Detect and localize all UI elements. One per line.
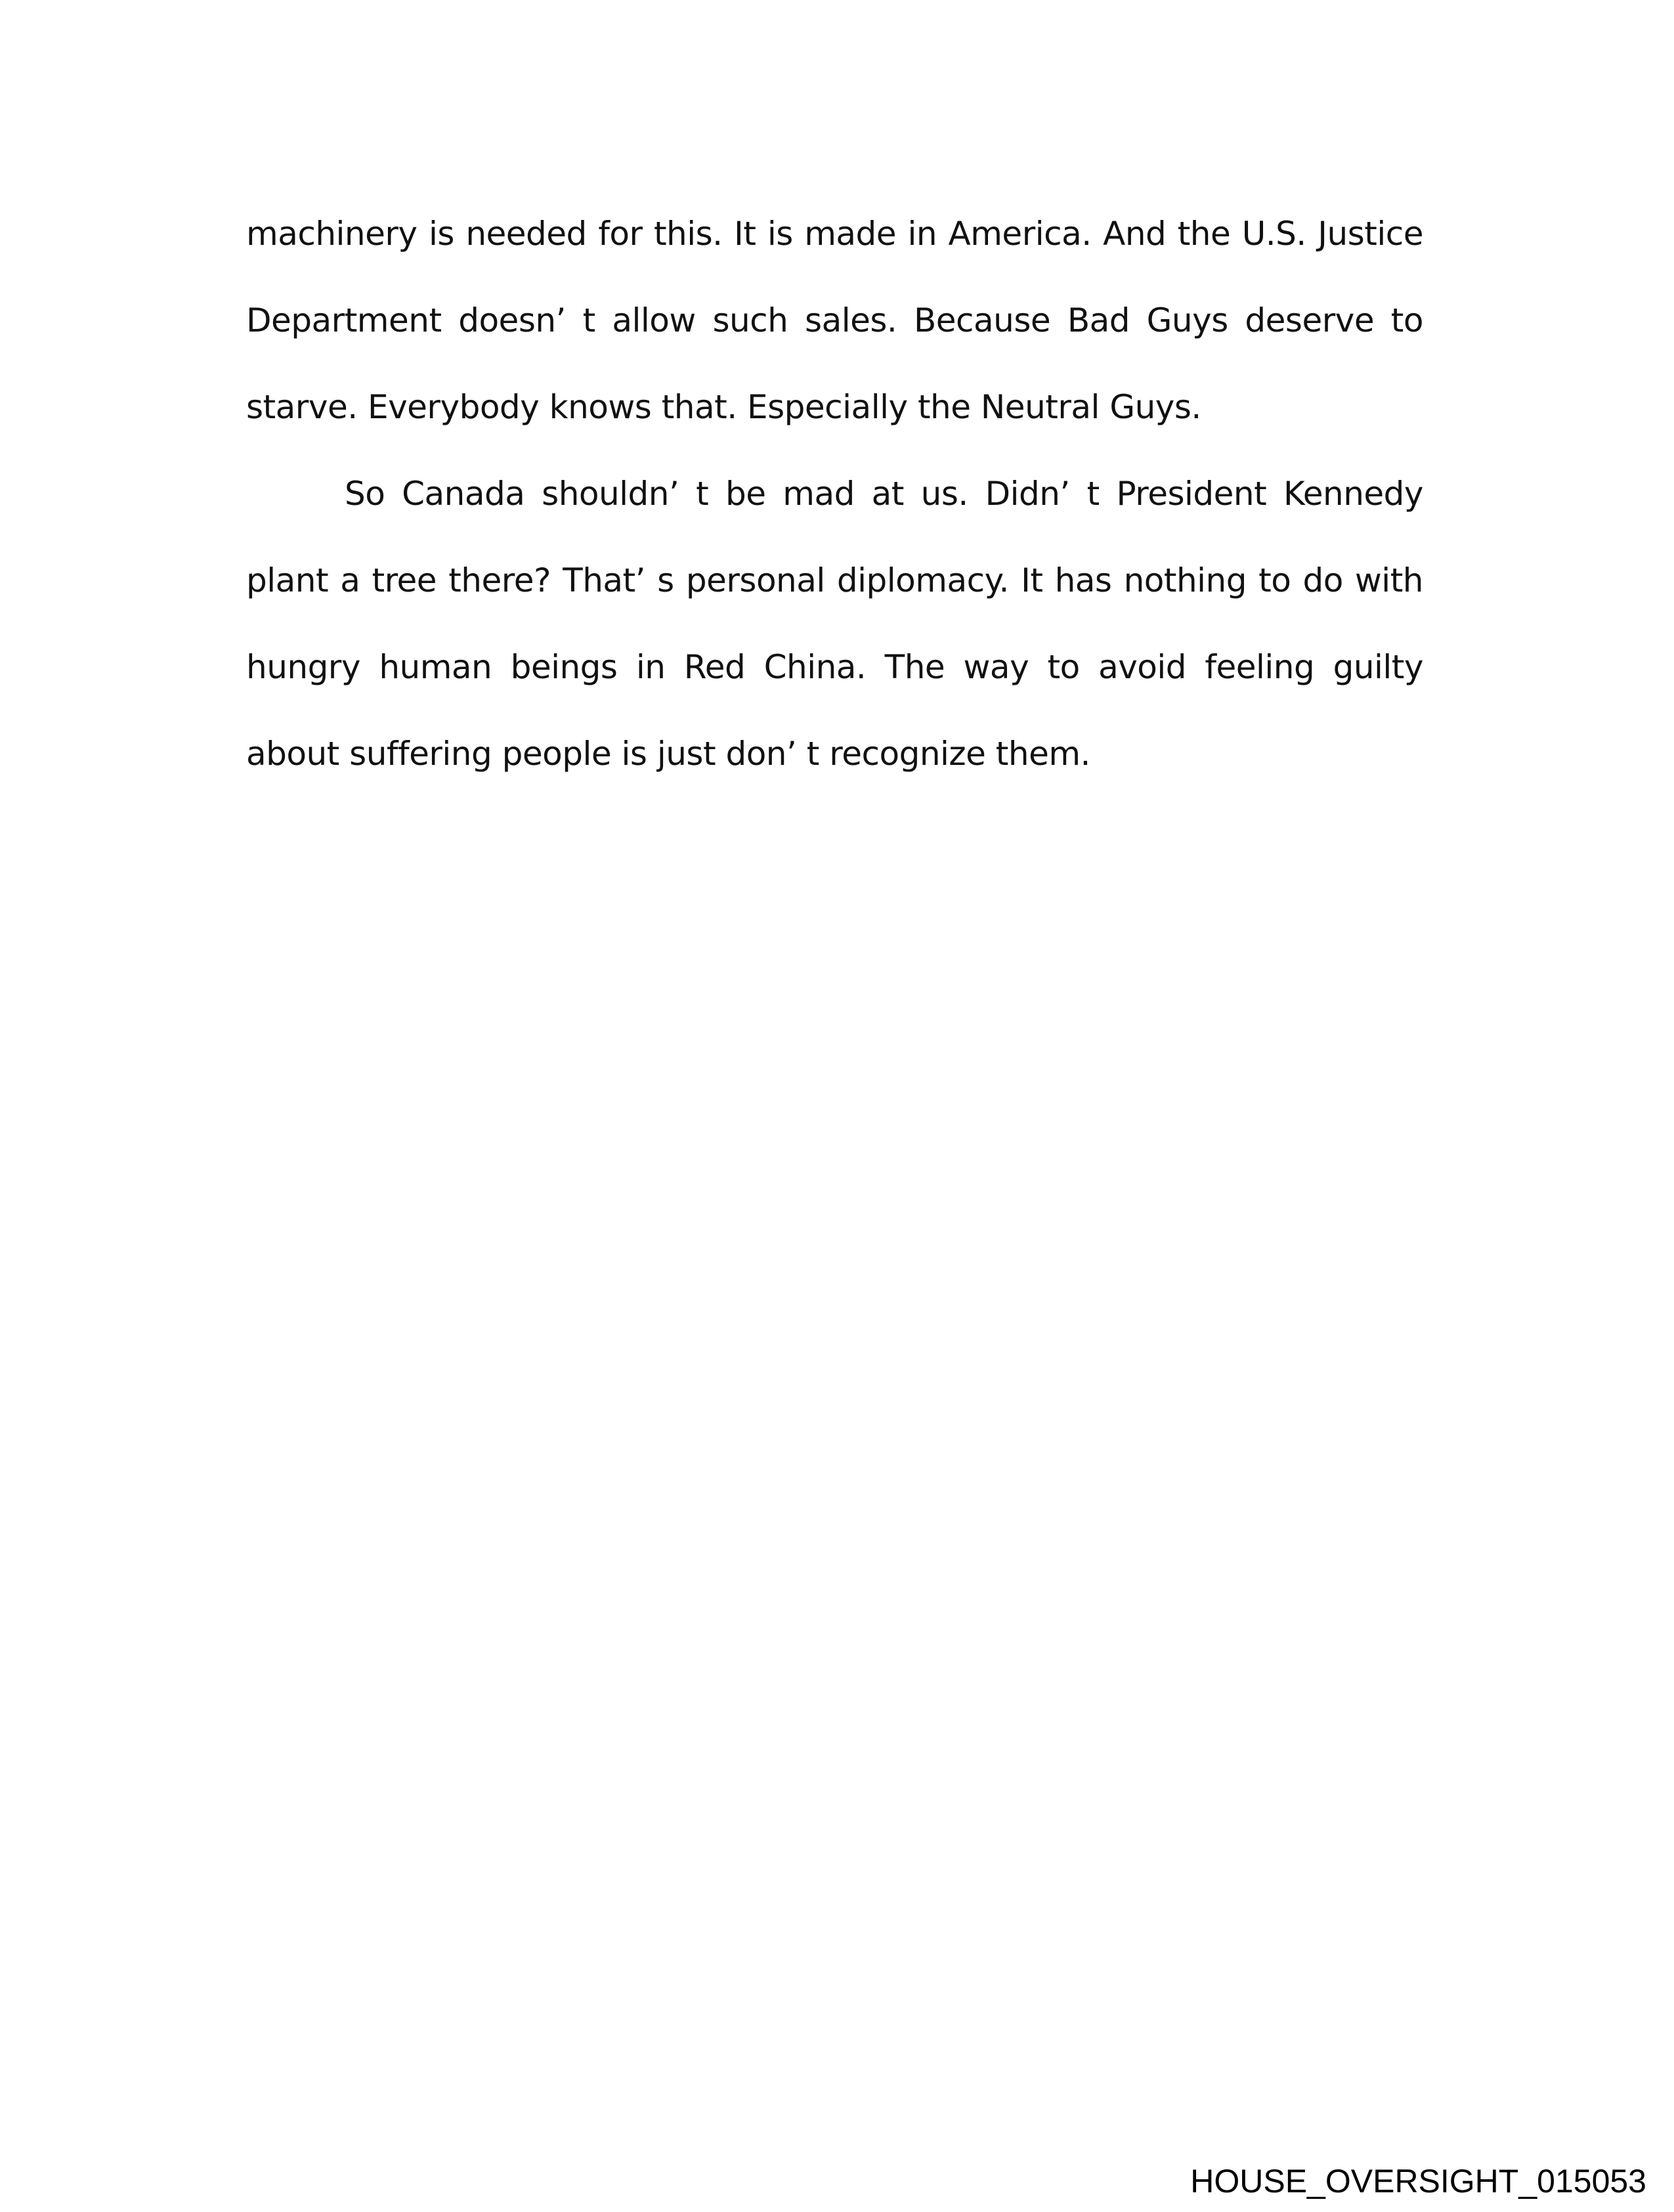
bates-stamp: HOUSE_OVERSIGHT_015053: [1190, 2163, 1646, 2200]
body-text: [246, 190, 1423, 797]
paragraph-canada: So Canada shouldn’ t be mad at us. Didn’ t President Kennedy plant a tree there? That’ s personal diplomacy. It has nothing to do with hungry human beings in Red China. The way to avoid feeling guilty about suffering people is just don’ t recognize them.: [246, 475, 1423, 773]
paragraph-continuation: machinery is needed for this. It is made in America. And the U.S. Justice Department doesn’ t allow such sales. Because Bad Guys deserve to starve. Everybody knows that. Especially the Neutral Guys.: [246, 215, 1423, 426]
